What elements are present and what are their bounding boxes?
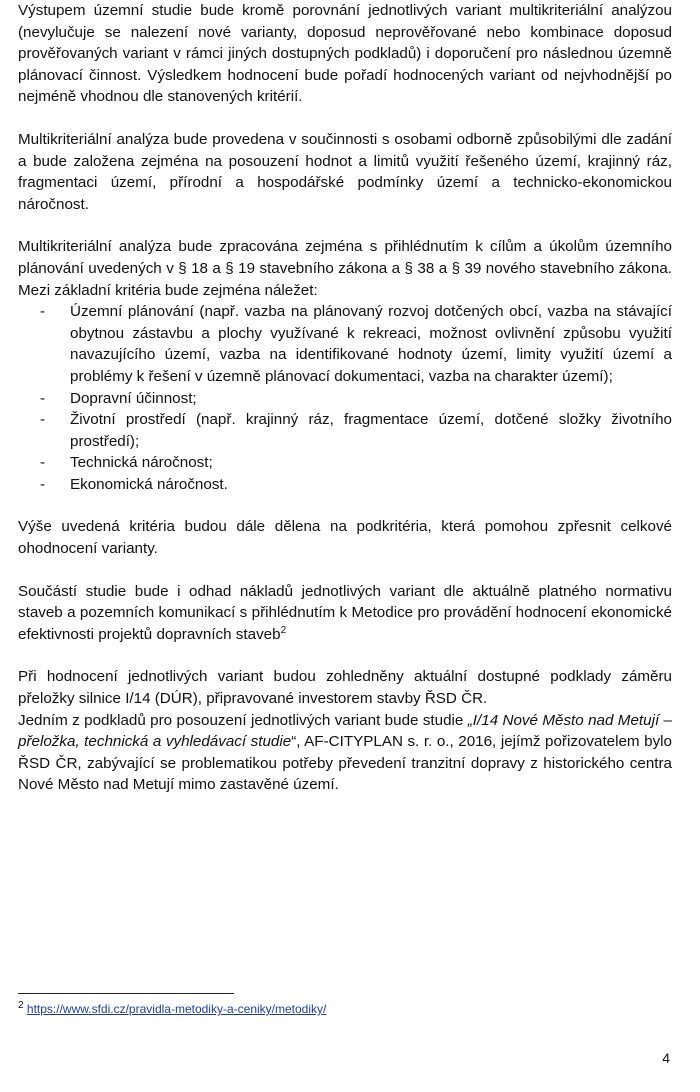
footnote [18, 1001, 326, 1017]
paragraph-evaluation-inputs: Při hodnocení jednotlivých variant budou zohledněny aktuální dostupné podklady záměru přeložky silnice I/14 (DÚR), připravované investorem stavby ŘSD ČR. [18, 668, 672, 708]
footnote-reference[interactable]: 2 [280, 624, 287, 636]
criteria-item: - Ekonomická náročnost. [18, 474, 672, 496]
criteria-item: - Dopravní účinnost; [18, 388, 672, 410]
paragraph-cost-estimate [18, 581, 672, 646]
paragraph-analysis-criteria-intro: Multikriteriální analýza bude zpracována zejména s přihlédnutím k cílům a úkolům územního plánování uvedených v § 18 a § 19 stavebního zákona a § 38 a § 39 nového stavebního zákona. Mezi základní kritéria bude zejména náležet: [18, 238, 672, 299]
footnote-divider [18, 993, 234, 994]
study-reference-pre: Jedním z podkladů pro posouzení jednotlivých variant bude studie [18, 711, 468, 729]
criteria-item: - Územní plánování (např. vazba na plánovaný rozvoj dotčených obcí, vazba na stávající obytnou zástavbu a plochy využívané k rekreaci, možnost ovlivnění způsobu využití navazujícího území, vazba na identifikované hodnoty území, limity využití území a problémy k řešení v územně plánovací dokumentaci, vazba na charakter území); [18, 301, 672, 387]
criteria-item: - Technická náročnost; [18, 452, 672, 474]
paragraph-analysis-basis: Multikriteriální analýza bude provedena v součinnosti s osobami odborně způsobilými dle zadání a bude založena zejména na posouzení hodnot a limitů využití řešeného území, krajinný ráz, fragmentaci území, přírodní a hospodářské podmínky území a technicko-ekonomickou náročnost. [18, 130, 672, 213]
document-body [18, 0, 672, 796]
paragraph-study-reference [18, 710, 672, 796]
paragraph-output-description: Výstupem územní studie bude kromě porovnání jednotlivých variant multikriteriální analýzou (nevylučuje se nalezení nové varianty, doposud neprověřované nebo kombinace doposud prověřovaných variant v rámci jiných dostupných podkladů) i doporučení pro následnou územně plánovací činnost. Výsledkem hodnocení bude pořadí hodnocených variant od nejvhodnější po nejméně vhodnou dle stanovených kritérií. [18, 2, 672, 106]
footnote-link[interactable]: https://www.sfdi.cz/pravidla-metodiky-a-ceniky/metodiky/ [26, 1002, 327, 1016]
criteria-list [18, 301, 672, 495]
criteria-item: - Životní prostředí (např. krajinný ráz, fragmentace území, dotčené složky životního prostředí); [18, 409, 672, 452]
study-title: „I/14 Nové Město nad Metují – přeložka, technická a vyhledávací studie [18, 711, 672, 751]
study-reference-post: “, AF-CITYPLAN s. r. o., 2016, jejímž pořizovatelem bylo ŘSD ČR, zabývající se problematikou potřeby převedení tranzitní dopravy z historického centra Nové Město nad Metují mimo zastavěné území. [18, 733, 673, 794]
page-number: 4 [662, 1050, 670, 1066]
footnote-number: 2 [18, 1000, 24, 1011]
cost-estimate-text: Součástí studie bude i odhad nákladů jednotlivých variant dle aktuálně platného normativu staveb a pozemních komunikací s přihlédnutím k Metodice pro provádění hodnocení ekonomické efektivnosti projektů dopravních staveb [18, 582, 672, 643]
paragraph-subcriteria: Výše uvedená kritéria budou dále dělena na podkritéria, která pomohou zpřesnit celkové ohodnocení varianty. [18, 518, 672, 558]
